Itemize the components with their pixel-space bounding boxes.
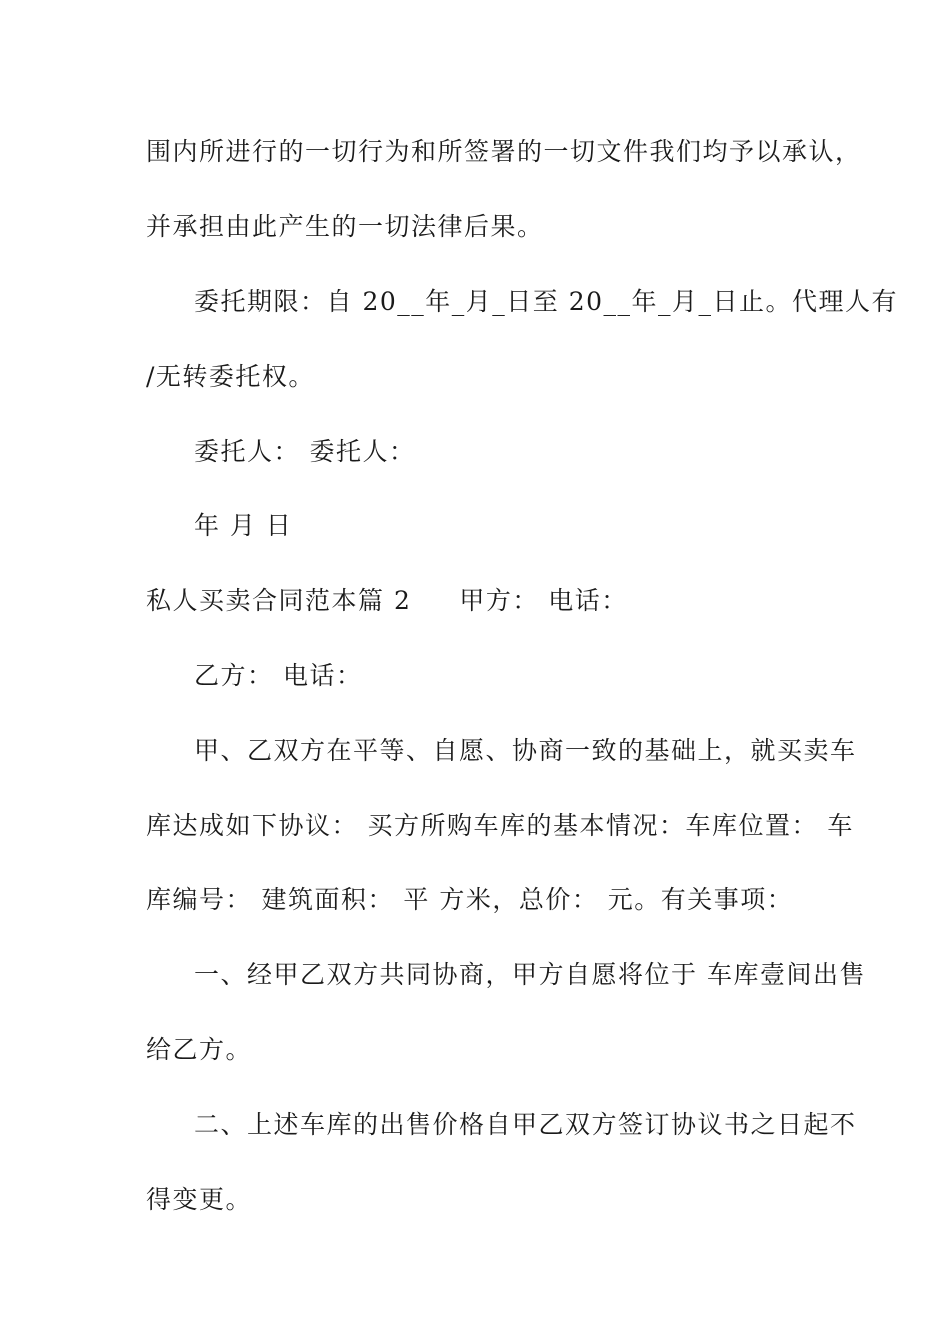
party-b-line: 乙方： 电话： (194, 661, 363, 690)
clause-line: 给乙方。 (146, 1035, 253, 1064)
paragraph-line: 库编号： 建筑面积： 平 方米，总价： 元。有关事项： (146, 885, 794, 914)
section-title: 私人买卖合同范本篇 2 (146, 586, 412, 615)
paragraph-line: /无转委托权。 (146, 362, 315, 391)
paragraph-line: 甲、乙双方在平等、自愿、协商一致的基础上，就买卖车 (194, 736, 857, 765)
party-a-line: 甲方： 电话： (459, 586, 628, 615)
clause-line: 得变更。 (146, 1185, 253, 1214)
date-line: 年 月 日 (194, 511, 293, 540)
signature-line: 委托人： 委托人： (194, 437, 416, 466)
paragraph-line: 围内所进行的一切行为和所签署的一切文件我们均予以承认， (146, 137, 862, 166)
paragraph-line: 库达成如下协议： 买方所购车库的基本情况：车库位置： 车 (146, 811, 854, 840)
clause-line: 一、经甲乙双方共同协商，甲方自愿将位于 车库壹间出售 (194, 960, 866, 989)
paragraph-line: 并承担由此产生的一切法律后果。 (146, 212, 544, 241)
clause-line: 二、上述车库的出售价格自甲乙双方签订协议书之日起不 (194, 1110, 857, 1139)
paragraph-line: 委托期限：自 20__年_月_日至 20__年_月_日止。代理人有 (194, 287, 899, 316)
section-heading-line (146, 586, 628, 616)
